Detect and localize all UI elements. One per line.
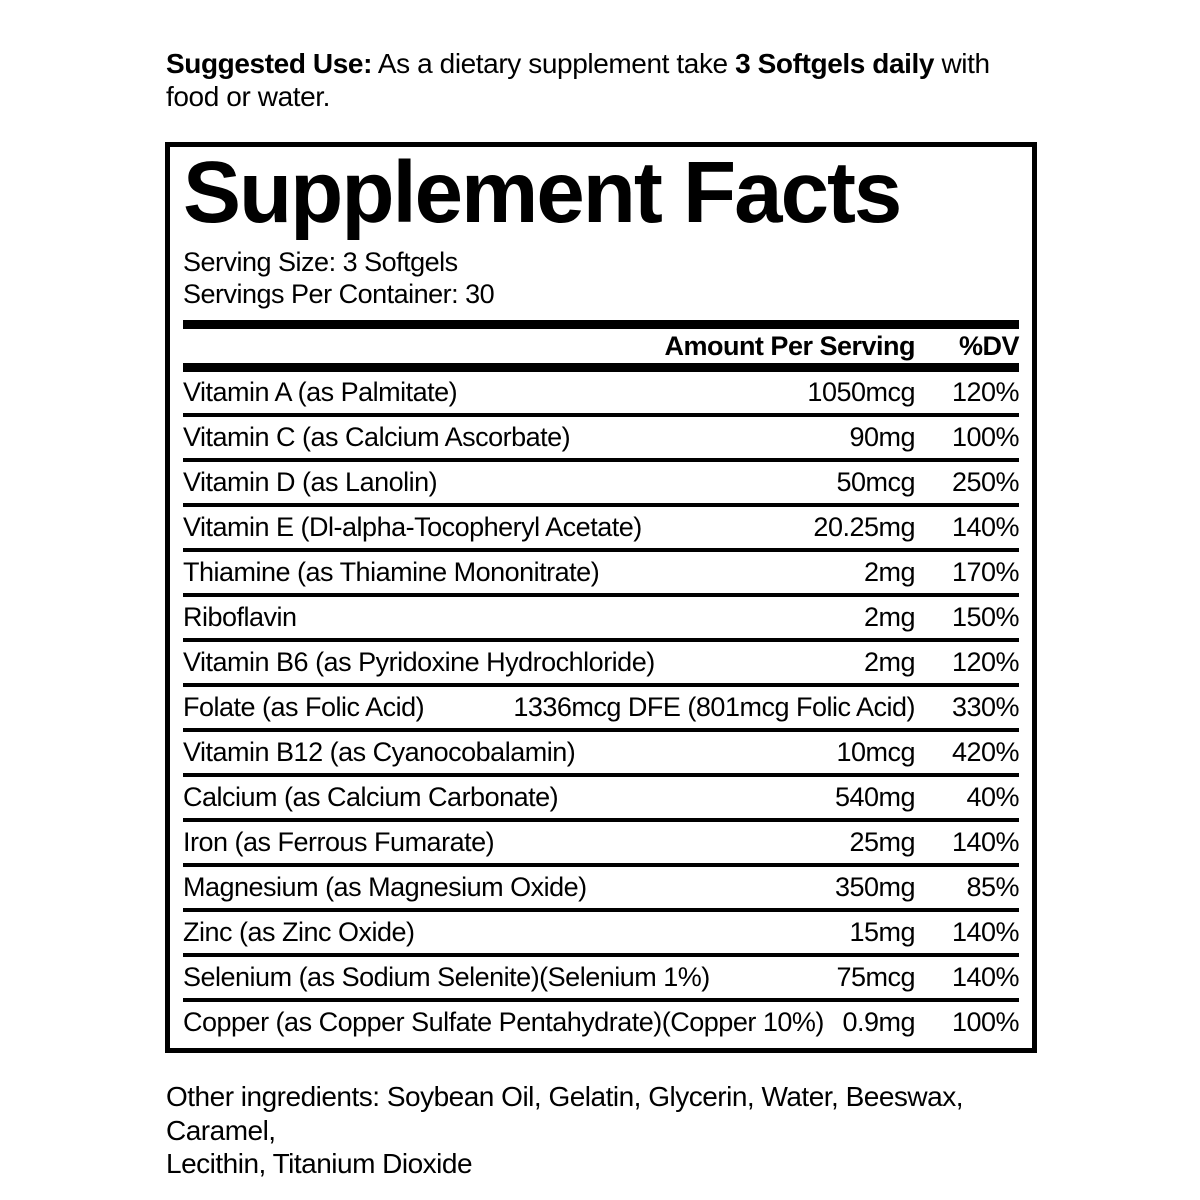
table-row-vitamin-c — [183, 417, 1019, 462]
nutrient-dv: 100% — [951, 422, 1019, 453]
table-row-calcium — [183, 777, 1019, 822]
nutrient-amount: 1050mcg — [807, 377, 915, 408]
nutrient-name: Vitamin B12 (as Cyanocobalamin) — [183, 737, 576, 768]
nutrient-amount: 2mg — [863, 557, 915, 588]
nutrient-dv: 150% — [951, 602, 1019, 633]
nutrient-name: Selenium (as Sodium Selenite)(Selenium 1%) — [183, 962, 710, 993]
supplement-facts-panel — [165, 142, 1037, 1053]
nutrient-dv: 140% — [951, 917, 1019, 948]
nutrient-name: Magnesium (as Magnesium Oxide) — [183, 872, 587, 903]
nutrient-dv: 140% — [951, 962, 1019, 993]
suggested-use-dosage: 3 Softgels daily — [735, 48, 935, 79]
nutrient-dv: 120% — [951, 647, 1019, 678]
table-row-vitamin-b6 — [183, 642, 1019, 687]
divider-thick-bottom — [183, 363, 1019, 372]
servings-per-container: Servings Per Container: 30 — [183, 279, 495, 310]
nutrient-amount: 25mg — [849, 827, 915, 858]
nutrient-dv: 85% — [966, 872, 1019, 903]
nutrient-amount: 540mg — [834, 782, 915, 813]
table-row-magnesium — [183, 867, 1019, 912]
nutrient-amount: 90mg — [849, 422, 915, 453]
suggested-use-body-2: with food or water. — [166, 48, 990, 112]
nutrient-name: Copper (as Copper Sulfate Pentahydrate)(Copper 10%) — [183, 1007, 824, 1038]
divider-thick-top — [183, 320, 1019, 329]
nutrient-name: Iron (as Ferrous Fumarate) — [183, 827, 495, 858]
nutrient-name: Calcium (as Calcium Carbonate) — [183, 782, 559, 813]
nutrient-dv: 330% — [951, 692, 1019, 723]
suggested-use-text — [166, 48, 1028, 114]
nutrient-dv: 120% — [951, 377, 1019, 408]
nutrient-dv: 140% — [951, 512, 1019, 543]
nutrient-name: Vitamin B6 (as Pyridoxine Hydrochloride) — [183, 647, 655, 678]
header-percent-dv: %DV — [958, 330, 1019, 361]
nutrient-amount: 2mg — [863, 602, 915, 633]
suggested-use-body-1: As a dietary supplement take — [372, 48, 736, 79]
panel-title: Supplement Facts — [183, 144, 901, 241]
nutrient-amount: 2mg — [863, 647, 915, 678]
nutrient-name: Thiamine (as Thiamine Mononitrate) — [183, 557, 600, 588]
nutrient-dv: 170% — [951, 557, 1019, 588]
nutrient-name: Vitamin A (as Palmitate) — [183, 377, 458, 408]
nutrient-amount: 350mg — [834, 872, 915, 903]
table-row-vitamin-b12 — [183, 732, 1019, 777]
table-row-riboflavin — [183, 597, 1019, 642]
table-row-iron — [183, 822, 1019, 867]
table-row-thiamine — [183, 552, 1019, 597]
table-row-vitamin-a — [183, 372, 1019, 417]
nutrient-name: Vitamin C (as Calcium Ascorbate) — [183, 422, 571, 453]
serving-size: Serving Size: 3 Softgels — [183, 247, 458, 278]
nutrient-amount: 50mcg — [836, 467, 915, 498]
nutrient-amount: 20.25mg — [813, 512, 915, 543]
other-ingredients-line-2: Lecithin, Titanium Dioxide — [166, 1148, 473, 1180]
nutrient-amount: 0.9mg — [842, 1007, 915, 1038]
nutrient-amount: 15mg — [849, 917, 915, 948]
table-row-vitamin-d — [183, 462, 1019, 507]
nutrient-name: Vitamin D (as Lanolin) — [183, 467, 438, 498]
nutrient-dv: 140% — [951, 827, 1019, 858]
table-row-selenium — [183, 957, 1019, 1002]
nutrient-amount: 75mcg — [836, 962, 915, 993]
nutrient-name: Riboflavin — [183, 602, 297, 633]
nutrient-dv: 420% — [951, 737, 1019, 768]
suggested-use-label: Suggested Use: — [166, 48, 372, 79]
table-row-folate — [183, 687, 1019, 732]
other-ingredients-line-1: Other ingredients: Soybean Oil, Gelatin, Glycerin, Water, Beeswax, Caramel, — [166, 1081, 964, 1146]
header-amount-per-serving: Amount Per Serving — [664, 330, 915, 361]
nutrient-dv: 250% — [951, 467, 1019, 498]
nutrient-dv: 100% — [951, 1007, 1019, 1038]
nutrient-name: Folate (as Folic Acid) — [183, 692, 425, 723]
table-row-copper — [183, 1002, 1019, 1043]
nutrient-name: Zinc (as Zinc Oxide) — [183, 917, 415, 948]
table-row-vitamin-e — [183, 507, 1019, 552]
serving-info — [183, 247, 1019, 311]
nutrient-amount: 1336mcg DFE (801mcg Folic Acid) — [513, 692, 915, 723]
nutrient-dv: 40% — [966, 782, 1019, 813]
table-row-zinc — [183, 912, 1019, 957]
nutrient-amount: 10mcg — [836, 737, 915, 768]
other-ingredients-text — [166, 1080, 1066, 1181]
table-header-row — [183, 329, 1019, 363]
nutrient-name: Vitamin E (Dl-alpha-Tocopheryl Acetate) — [183, 512, 642, 543]
nutrient-table — [183, 372, 1019, 1043]
